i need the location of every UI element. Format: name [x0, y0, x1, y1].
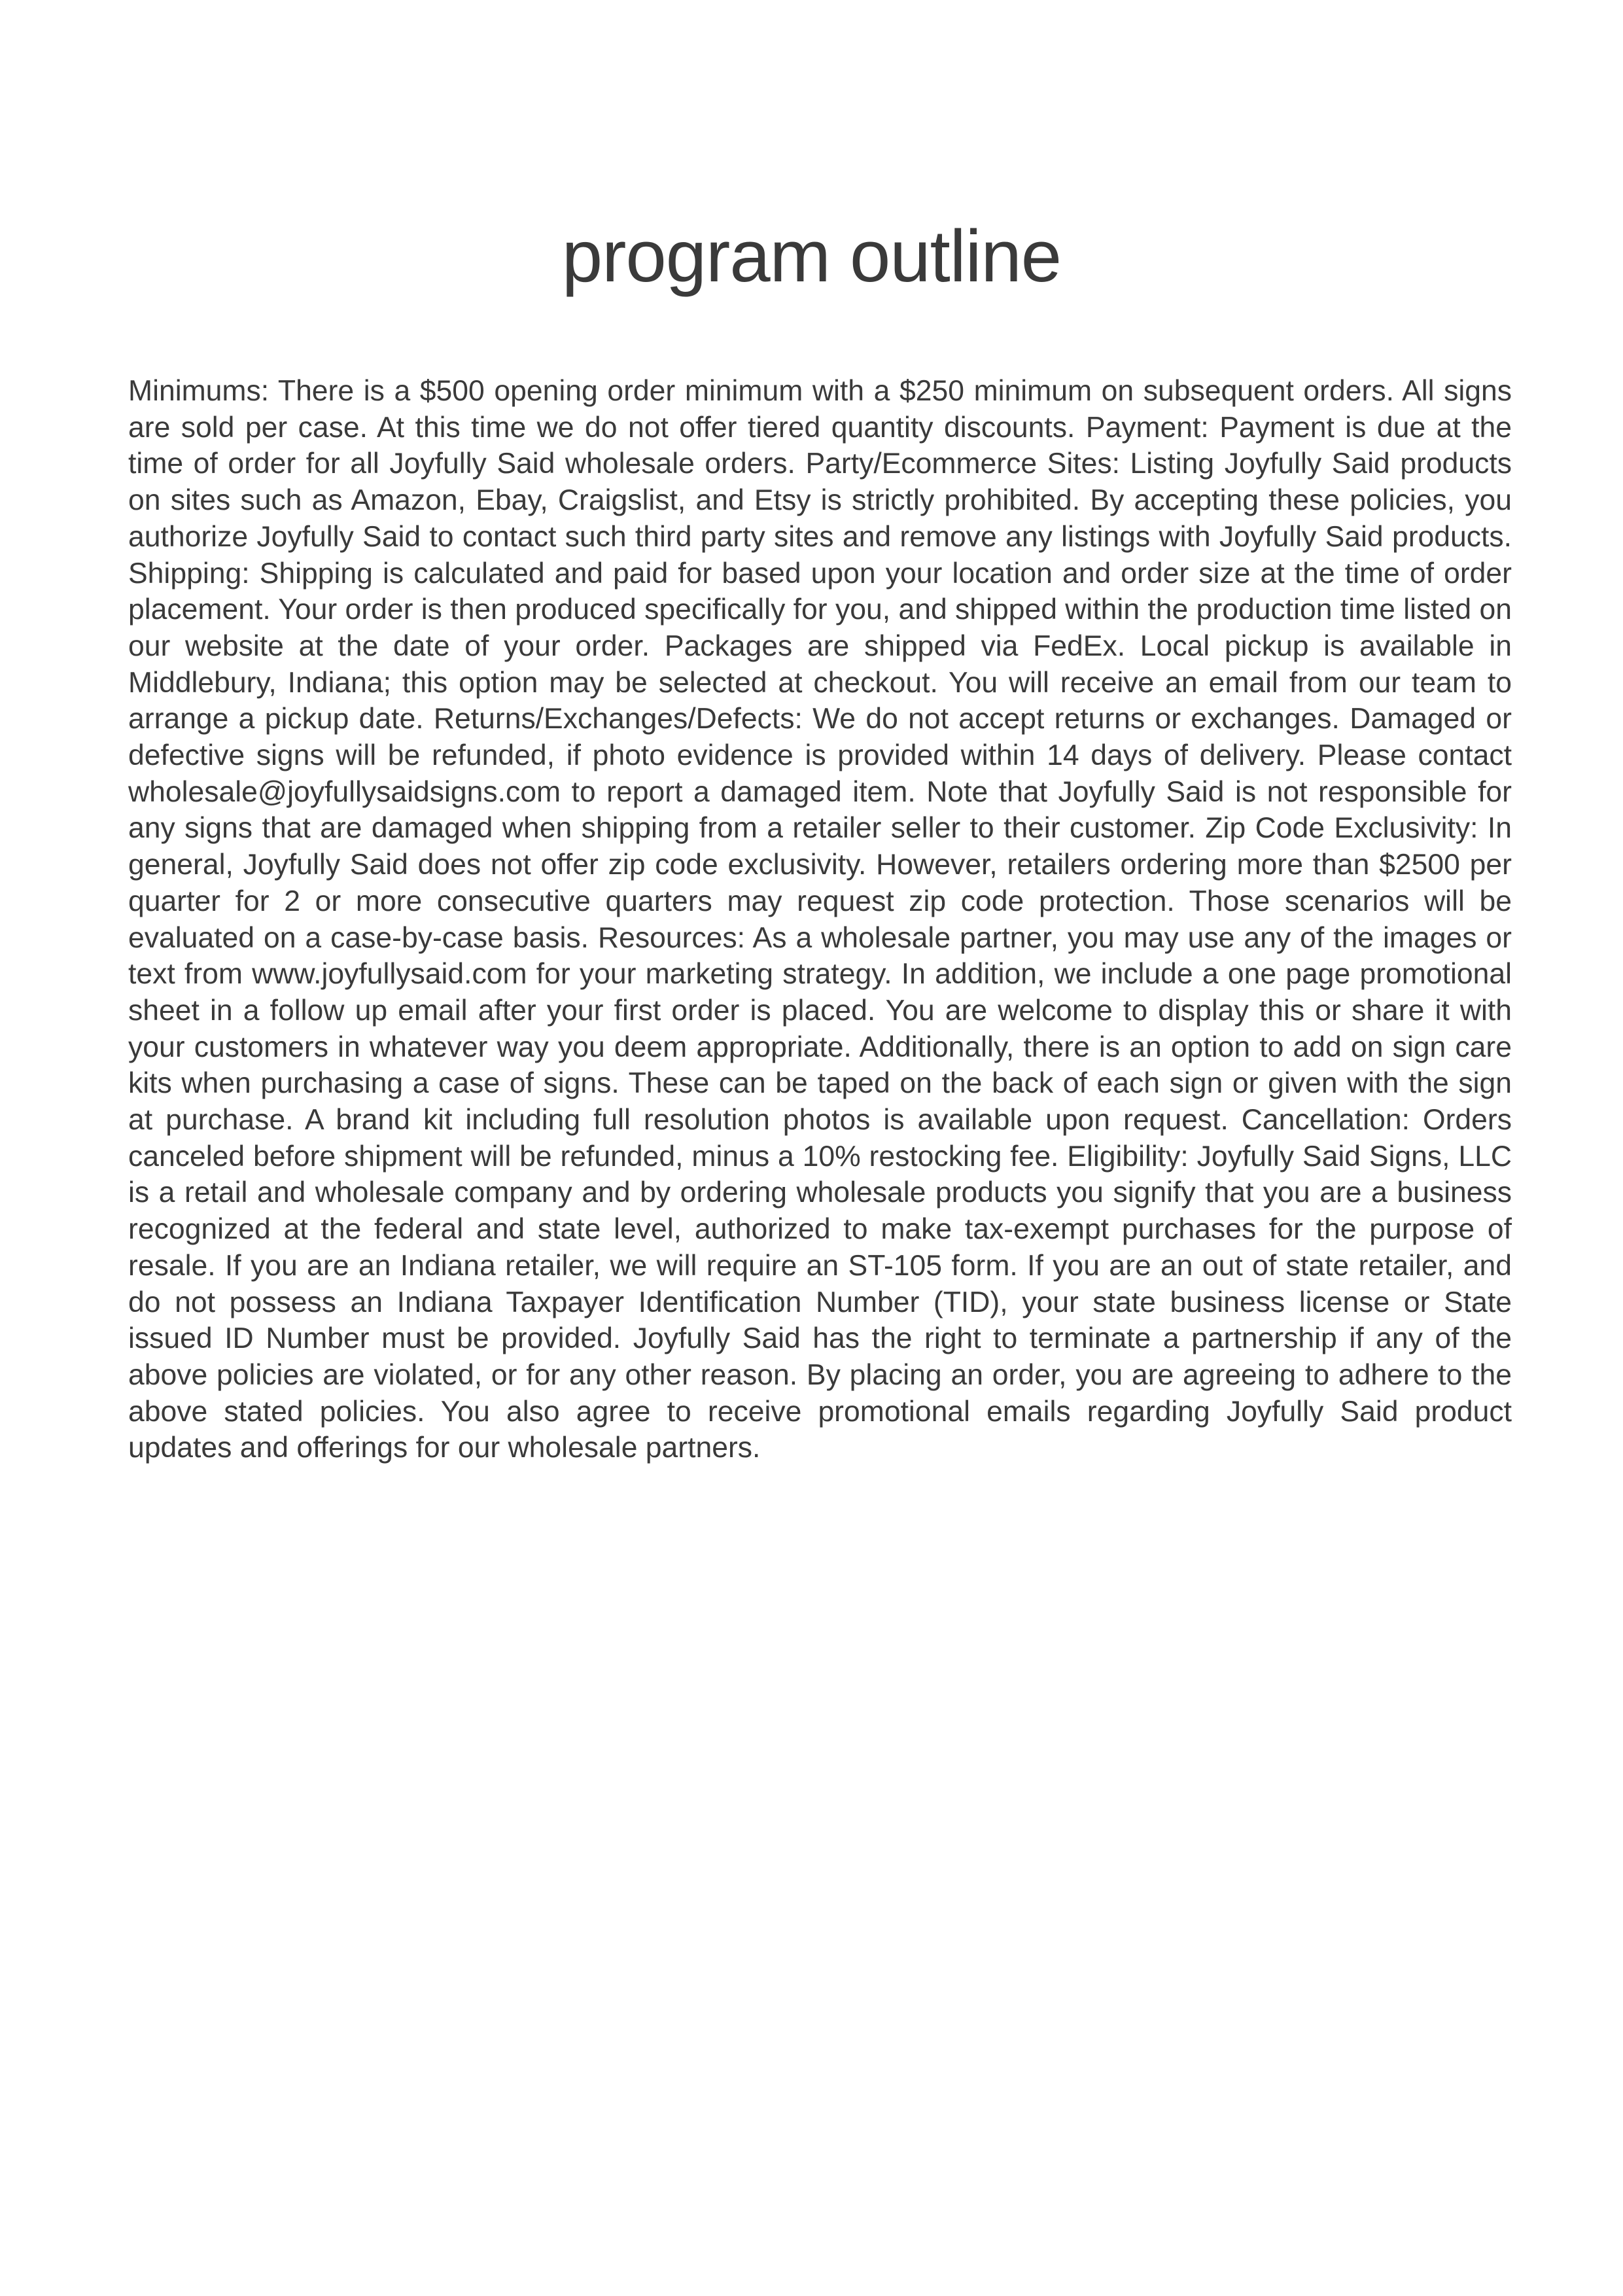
policy-paragraph: Minimums: There is a $500 opening order minimum with a $250 minimum on subsequent orders. All signs are sold per case. At this time we do not offer tiered quantity discounts. Payment: Payment is due at the time of order for all Joyfully Said wholesale orders. Party/Ecommerce Sites: Listing Joyfully Said products on sites such as Amazon, Ebay, Craigslist, and Etsy is strictly prohibited. By accepting these policies, you authorize Joyfully Said to contact such third party sites and remove any listings with Joyfully Said products. Shipping: Shipping is calculated and paid for based upon your location and order size at the time of order placement. Your order is then produced specifically for you, and shipped within the production time listed on our website at the date of your order. Packages are shipped via FedEx. Local pickup is available in Middlebury, Indiana; this option may be selected at checkout. You will receive an email from our team to arrange a pickup date. Returns/Exchanges/Defects: We do not accept returns or exchanges. Damaged or defective signs will be refunded, if photo evidence is provided within 14 days of delivery. Please contact wholesale@joyfullysaidsigns.com to report a damaged item. Note that Joyfully Said is not responsible for any signs that are damaged when shipping from a retailer seller to their customer. Zip Code Exclusivity: In general, Joyfully Said does not offer zip code exclusivity. However, retailers ordering more than $2500 per quarter for 2 or more consecutive quarters may request zip code protection. Those scenarios will be evaluated on a case-by-case basis. Resources: As a wholesale partner, you may use any of the images or text from www.joyfullysaid.com for your marketing strategy. In addition, we include a one page promotional sheet in a follow up email after your first order is placed. You are welcome to display this or share it with your customers in whatever way you deem appropriate. Additionally, there is an option to add on sign care kits when purchasing a case of signs. These can be taped on the back of each sign or given with the sign at purchase. A brand kit including full resolution photos is available upon request. Cancellation: Orders canceled before shipment will be refunded, minus a 10% restocking fee. Eligibility: Joyfully Said Signs, LLC is a retail and wholesale company and by ordering wholesale products you signify that you are a business recognized at the federal and state level, authorized to make tax-exempt purchases for the purpose of resale. If you are an Indiana retailer, we will require an ST-105 form. If you are an out of state retailer, and do not possess an Indiana Taxpayer Identification Number (TID), your state business license or State issued ID Number must be provided. Joyfully Said has the right to terminate a partnership if any of the above policies are violated, or for any other reason. By placing an order, you are agreeing to adhere to the above stated policies. You also agree to receive promotional emails regarding Joyfully Said product updates and offerings for our wholesale partners. — [128, 375, 1512, 1464]
page-title: program outline — [561, 215, 1062, 297]
